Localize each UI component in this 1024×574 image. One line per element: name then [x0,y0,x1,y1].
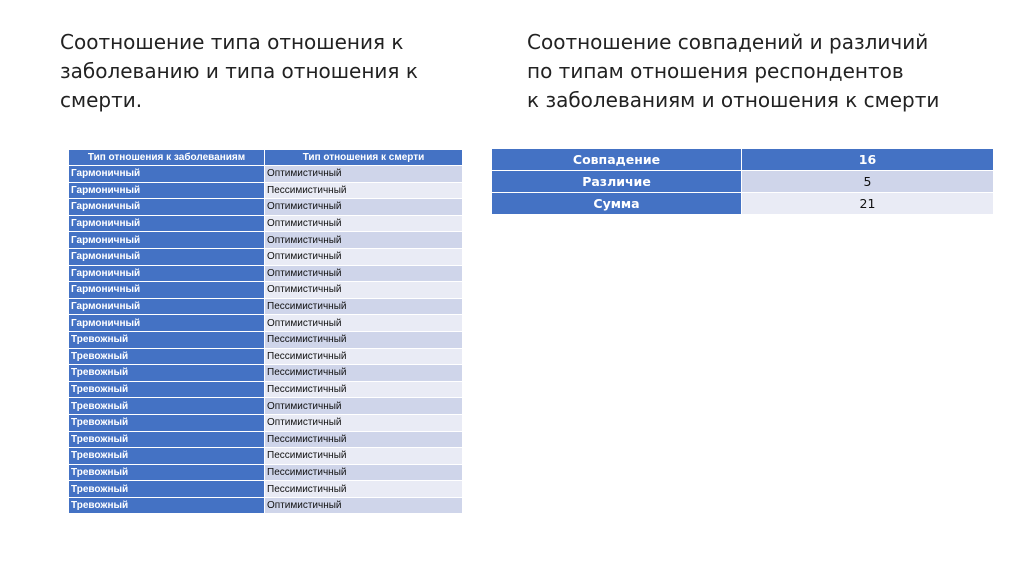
death-attitude-cell: Оптимистичный [265,315,463,332]
illness-attitude-cell: Гармоничный [69,315,265,332]
illness-attitude-cell: Гармоничный [69,265,265,282]
illness-attitude-cell: Тревожный [69,481,265,498]
illness-attitude-cell: Тревожный [69,448,265,465]
illness-attitude-cell: Тревожный [69,414,265,431]
death-attitude-cell: Пессимистичный [265,331,463,348]
death-attitude-cell: Пессимистичный [265,464,463,481]
death-attitude-cell: Пессимистичный [265,381,463,398]
table-row [69,348,463,365]
death-attitude-cell: Оптимистичный [265,199,463,216]
death-attitude-cell: Оптимистичный [265,265,463,282]
column-header-death-attitude: Тип отношения к смерти [265,150,463,166]
row-label: Совпадение [492,149,742,171]
table-row [69,182,463,199]
illness-attitude-cell: Гармоничный [69,282,265,299]
illness-attitude-cell: Гармоничный [69,182,265,199]
illness-attitude-cell: Гармоничный [69,248,265,265]
table-row [69,331,463,348]
table-row [69,481,463,498]
table-row [69,464,463,481]
death-attitude-cell: Пессимистичный [265,365,463,382]
right-heading-line: Соотношение совпадений и различий [527,30,929,54]
table-row [69,315,463,332]
illness-attitude-cell: Гармоничный [69,298,265,315]
row-label: Различие [492,171,742,193]
table-row [69,381,463,398]
table-row [69,232,463,249]
table-row [69,298,463,315]
table-row [69,414,463,431]
column-header-illness-attitude: Тип отношения к заболеваниям [69,150,265,166]
death-attitude-cell: Пессимистичный [265,182,463,199]
total-row [492,193,994,215]
row-label: Сумма [492,193,742,215]
left-heading-line: Соотношение типа отношения к [60,30,404,54]
death-attitude-cell: Пессимистичный [265,298,463,315]
match-row [492,149,994,171]
row-value: 16 [742,149,994,171]
death-attitude-cell: Пессимистичный [265,431,463,448]
difference-row [492,171,994,193]
illness-attitude-cell: Тревожный [69,497,265,514]
death-attitude-cell: Оптимистичный [265,414,463,431]
row-value: 21 [742,193,994,215]
illness-attitude-cell: Гармоничный [69,199,265,216]
illness-attitude-cell: Тревожный [69,365,265,382]
table-row [69,199,463,216]
table-row [69,448,463,465]
death-attitude-cell: Оптимистичный [265,282,463,299]
left-heading-line: смерти. [60,88,143,112]
left-heading [60,28,418,115]
illness-attitude-cell: Гармоничный [69,166,265,183]
table-row [69,365,463,382]
table-row [69,431,463,448]
table-row [69,282,463,299]
illness-attitude-cell: Тревожный [69,464,265,481]
table-row [69,248,463,265]
table-row [69,398,463,415]
table-header-row [69,150,463,166]
death-attitude-cell: Оптимистичный [265,248,463,265]
death-attitude-cell: Оптимистичный [265,497,463,514]
attitude-comparison-table [68,149,463,514]
illness-attitude-cell: Гармоничный [69,215,265,232]
death-attitude-cell: Пессимистичный [265,448,463,465]
table-row [69,166,463,183]
table-row [69,497,463,514]
illness-attitude-cell: Тревожный [69,381,265,398]
left-heading-line: заболеванию и типа отношения к [60,59,418,83]
death-attitude-cell: Пессимистичный [265,348,463,365]
death-attitude-cell: Оптимистичный [265,232,463,249]
table-row [69,215,463,232]
death-attitude-cell: Оптимистичный [265,215,463,232]
match-difference-table [491,148,994,215]
table-row [69,265,463,282]
row-value: 5 [742,171,994,193]
illness-attitude-cell: Гармоничный [69,232,265,249]
illness-attitude-cell: Тревожный [69,398,265,415]
illness-attitude-cell: Тревожный [69,331,265,348]
right-heading-line: по типам отношения респондентов [527,59,904,83]
death-attitude-cell: Пессимистичный [265,481,463,498]
death-attitude-cell: Оптимистичный [265,398,463,415]
illness-attitude-cell: Тревожный [69,348,265,365]
illness-attitude-cell: Тревожный [69,431,265,448]
death-attitude-cell: Оптимистичный [265,166,463,183]
right-heading-line: к заболеваниям и отношения к смерти [527,88,940,112]
right-heading [527,28,939,115]
